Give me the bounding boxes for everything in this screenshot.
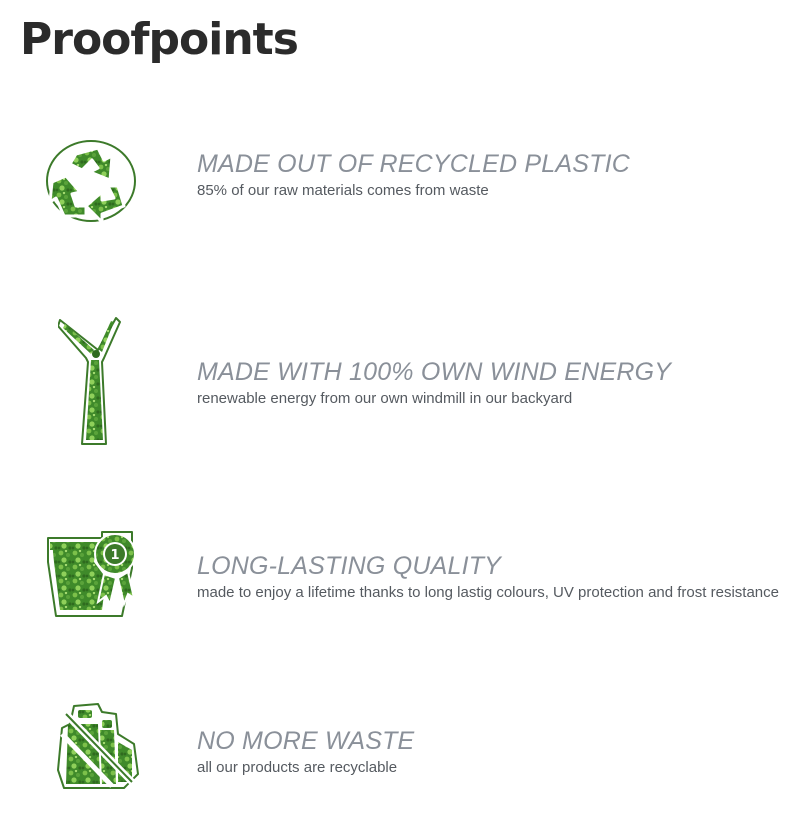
svg-text:1: 1	[110, 548, 120, 563]
wind-turbine-icon	[58, 316, 122, 448]
no-waste-icon	[54, 700, 140, 790]
proofpoint-heading: MADE OUT OF RECYCLED PLASTIC	[197, 150, 630, 178]
proofpoint-description: renewable energy from our own windmill in our backyard	[197, 390, 573, 407]
proofpoint-heading: NO MORE WASTE	[197, 727, 415, 755]
proofpoint-description: 85% of our raw materials comes from waste	[197, 182, 489, 199]
page-title: Proofpoints	[20, 14, 298, 65]
quality-award-icon	[44, 522, 136, 618]
proofpoint-heading: MADE WITH 100% OWN WIND ENERGY	[197, 358, 672, 386]
proofpoint-description: all our products are recyclable	[197, 759, 398, 776]
recycle-icon	[42, 136, 140, 226]
proofpoint-description: made to enjoy a lifetime thanks to long lastig colours, UV protection and frost resistance	[197, 584, 779, 601]
proofpoint-heading: LONG-LASTING QUALITY	[197, 552, 502, 580]
